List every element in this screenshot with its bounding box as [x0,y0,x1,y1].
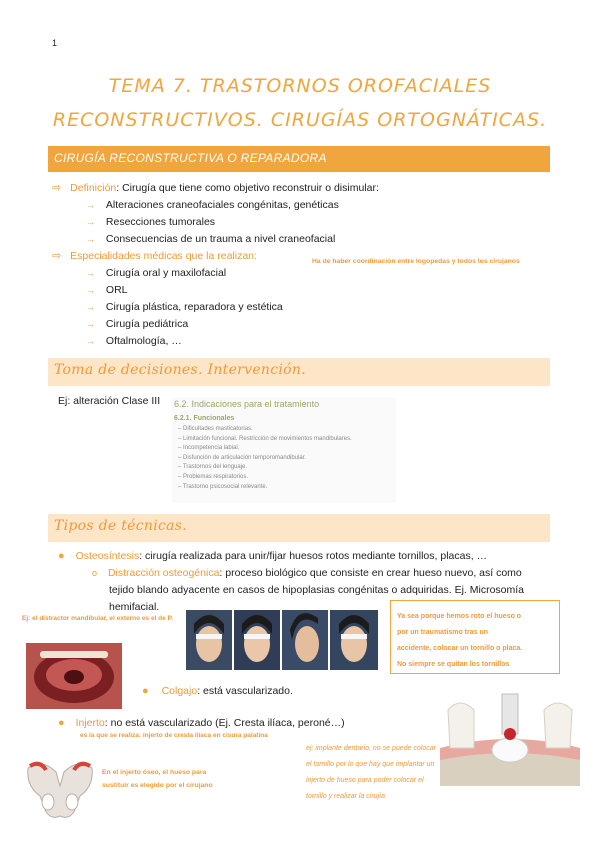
section-heading-text: Tipos de técnicas. [54,518,188,534]
extract-subheading: 6.2.1. Funcionales [174,415,235,422]
dental-implant-icon [440,690,580,786]
injerto-note: es la que se realiza: injerto de cresta ilíaca en cisura palatina [80,732,268,739]
list-item-text: Alteraciones craneofaciales congénitas, genéticas [105,199,339,211]
list-item-text: ORL [105,284,128,296]
arrow-right-icon: → [86,336,95,346]
definicion-row [52,180,379,197]
box-note-line: Ya sea porque hemos roto el hueso o [397,613,522,620]
textbook-extract [172,397,396,503]
pelvis-illustration [22,756,98,828]
section-heading-reconstructiva [48,146,550,172]
distraccion-text-3: hemifacial. [109,601,160,613]
bullet-dot-icon: ● [142,685,149,697]
injerto-label: Injerto [75,717,105,729]
box-note-line: accidente, colocar un tornillo o placa. [397,645,523,652]
hollow-bullet-icon: o [92,568,98,578]
colgajo-label: Colgajo [161,685,198,697]
bone-note-line: sustituir es elegido por el cirujano [102,782,213,789]
extract-item: – Trastorno psicosocial relevante. [178,483,268,490]
implant-note-line: ej: implante dentario, no se puede colocar [306,745,436,752]
distraccion-text-1: : proceso biológico que consiste en crear hueso nuevo, así como [219,567,522,579]
section-heading-tecnicas [48,514,550,542]
extract-item: – Disfunción de articulación temporomandibular. [178,454,307,461]
list-item-text: Oftalmología, … [105,335,182,347]
list-item [86,214,215,231]
implant-note-line: injerto de hueso para poder colocar el [306,777,424,784]
extract-item: – Limitación funcional. Restricción de movimientos mandibulares. [178,435,352,442]
extract-item: – Trastornos del lenguaje. [178,464,248,471]
page-number: 1 [52,38,58,48]
arrow-right-icon: → [86,217,95,227]
list-item [86,316,188,333]
especialidades-note: Ha de haber coordinación entre logopedas y todos los cirujanos [312,258,520,265]
list-item [86,231,335,248]
dental-implant-illustration [440,690,580,786]
box-note-line: No siempre se quitan los tornillos [397,661,510,668]
list-item-text: Cirugía plástica, reparadora y estética [105,301,283,313]
arrow-right-icon: → [86,200,95,210]
arrow-right-icon: → [86,234,95,244]
distractor-note: Ej: el distractor mandibular, el externo es el de P. [22,615,173,622]
hollow-arrow-icon: ⇨ [52,250,62,262]
colgajo-row [142,683,293,700]
osteosintesis-text: : cirugía realizada para unir/fijar huesos rotos mediante tornillos, placas, … [139,550,488,562]
colgajo-text: : está vascularizado. [197,685,293,697]
list-item [86,282,128,299]
distraccion-row [92,565,522,582]
palate-photo-icon [26,643,122,709]
bullet-dot-icon: ● [58,550,65,562]
arrow-right-icon: → [86,302,95,312]
list-item-text: Cirugía pediátrica [105,318,189,330]
patient-photos [186,610,378,670]
box-note-line: por un traumatismo tras un [397,629,489,636]
extract-item: – Incompetencia labial. [178,445,240,452]
arrow-right-icon: → [86,319,95,329]
patient-photos-icon [186,610,378,670]
list-item [86,333,182,350]
list-item [86,197,339,214]
hollow-arrow-icon: ⇨ [52,182,62,194]
palate-photo [26,643,122,709]
list-item [86,299,283,316]
distraccion-text-2: tejido blando adyacente en casos de hipoplasias congénitas o adquiridas. Ej. Microsomía [109,584,525,596]
especialidades-row [52,248,257,265]
arrow-right-icon: → [86,268,95,278]
extract-item: – Problemas respiratorios. [178,474,249,480]
title-line-2: RECONSTRUCTIVOS. CIRUGÍAS ORTOGNÁTICAS. [52,109,548,131]
section-heading-text: Toma de decisiones. Intervención. [54,362,306,378]
definicion-label: Definición [70,182,117,194]
bullet-dot-icon: ● [58,717,65,729]
implant-note-line: el tornillo por lo que hay que implantar un [306,761,435,768]
section-heading-decisiones [48,358,550,386]
distraccion-label: Distracción osteogénica [107,567,220,579]
fracture-note-box [390,600,560,674]
list-item [86,265,226,282]
title-line-1: TEMA 7. TRASTORNOS OROFACIALES [108,75,492,97]
definicion-text: : Cirugía que tiene como objetivo reconstruir o disimular: [116,182,379,194]
osteosintesis-row [58,548,487,565]
list-item-text: Cirugía oral y maxilofacial [105,267,227,279]
example-clase-iii: Ej: alteración Clase III [58,395,161,407]
bone-note-line: En el injerto óseo, el hueso para [102,769,207,776]
list-item-text: Resecciones tumorales [105,216,216,228]
osteosintesis-label: Osteosíntesis [75,550,140,562]
extract-heading: 6.2. Indicaciones para el tratamiento [174,399,320,409]
list-item-text: Consecuencias de un trauma a nivel craneofacial [105,233,336,245]
implant-note-line: tornillo y realizar la cirujía [306,793,385,800]
arrow-right-icon: → [86,285,95,295]
injerto-text: : no está vascularizado (Ej. Cresta ilíaca, peroné…) [104,717,345,729]
section-heading-text: CIRUGÍA RECONSTRUCTIVA O REPARADORA [54,151,327,165]
especialidades-label: Especialidades médicas que la realizan: [70,250,257,262]
extract-item: – Dificultades masticatorias. [178,426,253,432]
pelvis-icon [22,756,98,828]
